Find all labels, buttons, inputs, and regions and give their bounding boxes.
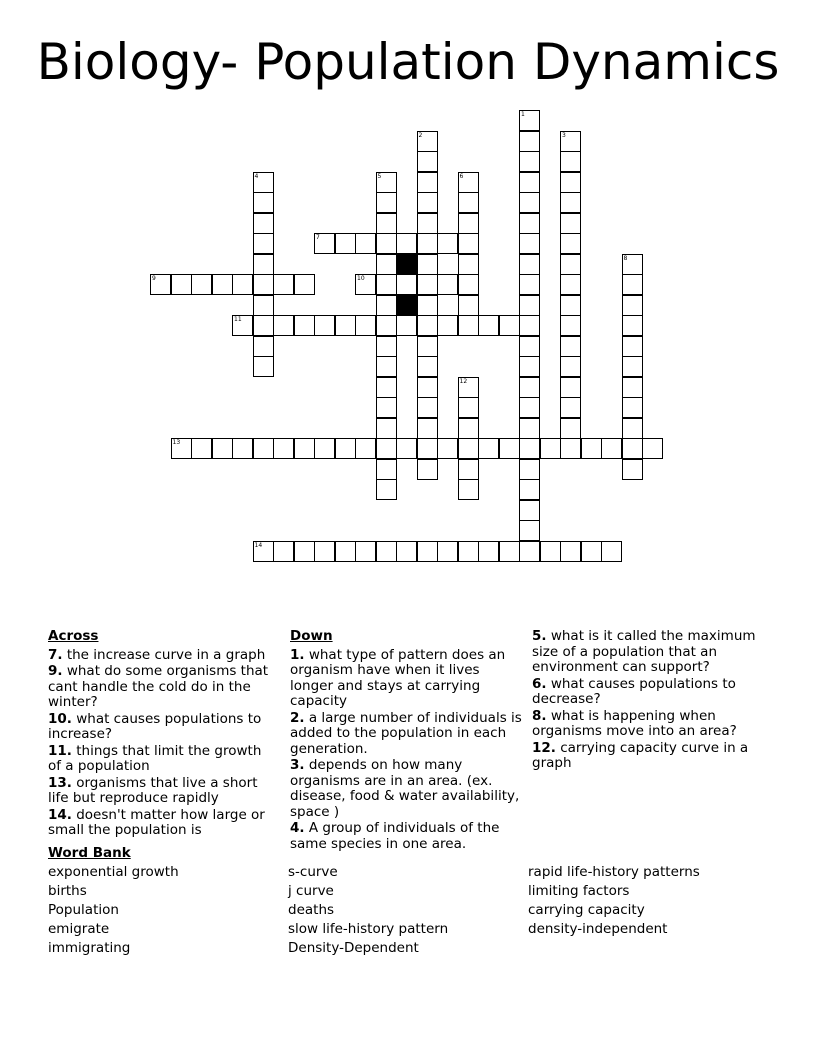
grid-cell[interactable] — [622, 295, 643, 316]
clue-text: organisms that live a short life but reproduce rapidly — [48, 774, 258, 806]
grid-cell[interactable] — [519, 192, 540, 213]
grid-cell[interactable] — [560, 418, 581, 439]
grid-cell[interactable] — [622, 418, 643, 439]
grid-cell[interactable] — [437, 541, 458, 562]
word-bank-item: Density-Dependent — [288, 940, 419, 956]
grid-cell[interactable] — [437, 233, 458, 254]
grid-cell[interactable] — [417, 192, 438, 213]
grid-cell[interactable] — [376, 377, 397, 398]
grid-cell[interactable] — [376, 192, 397, 213]
clue-item — [48, 808, 276, 839]
grid-cell[interactable] — [560, 336, 581, 357]
word-bank-item: density-independent — [528, 921, 668, 937]
clue-number-label: 6. — [532, 675, 547, 692]
grid-cell[interactable] — [355, 438, 376, 459]
grid-cell[interactable] — [519, 233, 540, 254]
grid-cell[interactable] — [376, 295, 397, 316]
grid-cell[interactable] — [314, 541, 335, 562]
clue-number: 3 — [562, 131, 566, 139]
across-clues — [48, 629, 276, 840]
clue-number-label: 9. — [48, 663, 63, 679]
clue-item — [48, 744, 276, 775]
grid-cell[interactable] — [273, 274, 294, 295]
grid-cell[interactable] — [581, 438, 602, 459]
clue-text: what causes populations to increase? — [48, 710, 262, 742]
black-cell — [396, 254, 417, 275]
clue-item — [532, 629, 768, 676]
grid-cell[interactable] — [253, 336, 274, 357]
clue-number-label: 5. — [532, 628, 547, 644]
grid-cell[interactable] — [458, 541, 479, 562]
grid-cell[interactable] — [499, 438, 520, 459]
grid-cell[interactable] — [376, 418, 397, 439]
grid-cell[interactable] — [560, 233, 581, 254]
grid-cell[interactable] — [458, 254, 479, 275]
word-bank-item: slow life-history pattern — [288, 921, 449, 937]
grid-cell[interactable] — [294, 541, 315, 562]
grid-cell[interactable] — [376, 397, 397, 418]
grid-cell[interactable] — [417, 377, 438, 398]
grid-cell[interactable] — [417, 233, 438, 254]
clue-number-label: 8. — [532, 707, 547, 724]
clue-text: the increase curve in a graph — [66, 646, 266, 663]
word-bank-column-1 — [48, 864, 179, 959]
grid-cell[interactable] — [560, 438, 581, 459]
grid-cell[interactable] — [396, 233, 417, 254]
grid-cell[interactable] — [560, 192, 581, 213]
grid-cell[interactable] — [499, 541, 520, 562]
grid-cell[interactable] — [519, 438, 540, 459]
down-clues-continued — [532, 629, 768, 773]
grid-cell[interactable] — [212, 438, 233, 459]
clue-text: carrying capacity curve in a graph — [532, 739, 749, 771]
grid-cell[interactable] — [519, 377, 540, 398]
clue-number-label: 14. — [48, 806, 72, 823]
word-bank-item: deaths — [288, 902, 335, 918]
grid-cell[interactable] — [560, 131, 581, 152]
word-bank-item: rapid life-history patterns — [528, 864, 700, 880]
grid-cell[interactable] — [437, 438, 458, 459]
grid-cell[interactable] — [478, 315, 499, 336]
grid-cell[interactable] — [417, 315, 438, 336]
word-bank-item: j curve — [288, 883, 334, 899]
grid-cell[interactable] — [417, 336, 438, 357]
grid-cell[interactable] — [458, 213, 479, 234]
grid-cell[interactable] — [253, 274, 274, 295]
grid-cell[interactable] — [355, 233, 376, 254]
grid-cell[interactable] — [458, 479, 479, 500]
grid-cell[interactable] — [376, 356, 397, 377]
grid-cell[interactable] — [560, 274, 581, 295]
grid-cell[interactable] — [478, 541, 499, 562]
grid-cell[interactable] — [560, 377, 581, 398]
clue-text: what causes populations to decrease? — [532, 675, 736, 707]
grid-cell[interactable] — [458, 315, 479, 336]
down-clues — [290, 629, 526, 853]
clue-text: a large number of individuals is added to the population in each generation. — [290, 709, 522, 757]
grid-cell[interactable] — [437, 315, 458, 336]
grid-cell[interactable] — [458, 172, 479, 193]
grid-cell[interactable] — [294, 315, 315, 336]
grid-cell[interactable] — [376, 254, 397, 275]
grid-cell[interactable] — [335, 541, 356, 562]
grid-cell[interactable] — [314, 438, 335, 459]
clue-item — [290, 758, 526, 820]
clue-text: what do some organisms that cant handle the cold do in the winter? — [48, 663, 269, 710]
grid-cell[interactable] — [376, 541, 397, 562]
clue-number: 8 — [623, 254, 628, 262]
grid-cell[interactable] — [417, 397, 438, 418]
clue-number: 5 — [377, 172, 382, 180]
grid-cell[interactable] — [232, 274, 253, 295]
grid-cell[interactable] — [519, 479, 540, 500]
clue-item — [290, 821, 526, 852]
grid-cell[interactable] — [560, 397, 581, 418]
grid-cell[interactable] — [273, 315, 294, 336]
grid-cell[interactable] — [232, 315, 253, 336]
grid-cell[interactable] — [519, 315, 540, 336]
clue-number: 2 — [418, 131, 423, 139]
grid-cell[interactable] — [560, 541, 581, 562]
grid-cell[interactable] — [622, 336, 643, 357]
grid-cell[interactable] — [458, 459, 479, 480]
grid-cell[interactable] — [253, 192, 274, 213]
word-bank-item: carrying capacity — [528, 902, 645, 918]
grid-cell[interactable] — [560, 254, 581, 275]
clue-number: 10 — [357, 275, 365, 282]
clue-text: things that limit the growth of a population — [48, 742, 262, 774]
word-bank-item: Population — [48, 902, 119, 918]
grid-cell[interactable] — [417, 131, 438, 152]
grid-cell[interactable] — [417, 151, 438, 172]
clue-text: doesn't matter how large or small the population is — [48, 806, 265, 838]
grid-cell[interactable] — [335, 438, 356, 459]
grid-cell[interactable] — [396, 438, 417, 459]
grid-cell[interactable] — [355, 315, 376, 336]
grid-cell[interactable] — [376, 172, 397, 193]
page-title: Biology- Population Dynamics — [36, 33, 780, 91]
grid-cell[interactable] — [376, 459, 397, 480]
grid-cell[interactable] — [417, 541, 438, 562]
word-bank-item: limiting factors — [528, 883, 630, 899]
grid-cell[interactable] — [253, 233, 274, 254]
clue-item — [290, 711, 526, 758]
grid-cell[interactable] — [417, 418, 438, 439]
grid-cell[interactable] — [396, 541, 417, 562]
grid-cell[interactable] — [191, 274, 212, 295]
grid-cell[interactable] — [458, 274, 479, 295]
grid-cell[interactable] — [417, 213, 438, 234]
clue-number-label: 10. — [48, 710, 72, 727]
grid-cell[interactable] — [560, 151, 581, 172]
grid-cell[interactable] — [417, 459, 438, 480]
grid-cell[interactable] — [519, 397, 540, 418]
grid-cell[interactable] — [519, 254, 540, 275]
grid-cell[interactable] — [519, 459, 540, 480]
grid-cell[interactable] — [458, 192, 479, 213]
grid-cell[interactable] — [560, 356, 581, 377]
grid-cell[interactable] — [396, 315, 417, 336]
grid-cell[interactable] — [171, 438, 192, 459]
clue-number: 4 — [254, 172, 259, 180]
grid-cell[interactable] — [417, 172, 438, 193]
grid-cell[interactable] — [560, 315, 581, 336]
grid-cell[interactable] — [458, 233, 479, 254]
clue-number-label: 11. — [48, 742, 72, 759]
grid-cell[interactable] — [458, 438, 479, 459]
grid-cell[interactable] — [212, 274, 233, 295]
grid-cell[interactable] — [519, 356, 540, 377]
grid-cell[interactable] — [581, 541, 602, 562]
grid-cell[interactable] — [458, 418, 479, 439]
word-bank-heading: Word Bank — [48, 845, 131, 861]
grid-cell[interactable] — [560, 213, 581, 234]
grid-cell[interactable] — [601, 438, 622, 459]
word-bank-item: s-curve — [288, 864, 338, 880]
grid-cell[interactable] — [622, 274, 643, 295]
clue-number: 7 — [316, 234, 320, 241]
grid-cell[interactable] — [519, 336, 540, 357]
clue-number-label: 13. — [48, 774, 72, 791]
grid-cell[interactable] — [376, 336, 397, 357]
grid-cell[interactable] — [294, 274, 315, 295]
word-bank-column-2 — [288, 864, 448, 959]
grid-cell[interactable] — [335, 315, 356, 336]
clue-item — [48, 648, 276, 664]
grid-cell[interactable] — [171, 274, 192, 295]
grid-cell[interactable] — [519, 131, 540, 152]
grid-cell[interactable] — [253, 254, 274, 275]
grid-cell[interactable] — [376, 315, 397, 336]
clue-item — [290, 648, 526, 710]
grid-cell[interactable] — [376, 479, 397, 500]
grid-cell[interactable] — [253, 541, 274, 562]
grid-cell[interactable] — [560, 172, 581, 193]
grid-cell[interactable] — [191, 438, 212, 459]
grid-cell[interactable] — [376, 438, 397, 459]
grid-cell[interactable] — [417, 438, 438, 459]
clue-text: what is it called the maximum size of a population that an environment can support? — [532, 628, 756, 675]
clue-number: 12 — [459, 377, 468, 385]
grid-cell[interactable] — [355, 541, 376, 562]
clue-number-label: 3. — [290, 757, 305, 773]
clue-number-label: 7. — [48, 646, 63, 663]
grid-cell[interactable] — [519, 541, 540, 562]
grid-cell[interactable] — [314, 233, 335, 254]
grid-cell[interactable] — [314, 315, 335, 336]
grid-cell[interactable] — [253, 213, 274, 234]
clue-item — [48, 776, 276, 807]
clue-number-label: 12. — [532, 739, 556, 756]
grid-cell[interactable] — [458, 295, 479, 316]
grid-cell[interactable] — [355, 274, 376, 295]
clue-text: depends on how many organisms are in an area. (ex. disease, food & water availability, space ) — [290, 757, 520, 820]
grid-cell[interactable] — [458, 397, 479, 418]
grid-cell[interactable] — [622, 254, 643, 275]
grid-cell[interactable] — [273, 438, 294, 459]
grid-cell[interactable] — [519, 520, 540, 541]
clue-text: A group of individuals of the same species in one area. — [290, 820, 500, 852]
grid-cell[interactable] — [622, 315, 643, 336]
grid-cell[interactable] — [519, 500, 540, 521]
grid-cell[interactable] — [642, 438, 663, 459]
word-bank-item: exponential growth — [48, 864, 179, 880]
grid-cell[interactable] — [376, 274, 397, 295]
grid-cell[interactable] — [478, 438, 499, 459]
grid-cell[interactable] — [622, 397, 643, 418]
word-bank-item: immigrating — [48, 940, 131, 956]
black-cell — [396, 295, 417, 316]
grid-cell[interactable] — [458, 377, 479, 398]
grid-cell[interactable] — [253, 295, 274, 316]
grid-cell[interactable] — [622, 459, 643, 480]
grid-cell[interactable] — [294, 438, 315, 459]
word-bank-item: emigrate — [48, 921, 110, 937]
down-heading: Down — [290, 628, 333, 644]
grid-cell[interactable] — [376, 233, 397, 254]
across-heading: Across — [48, 628, 99, 644]
clue-text: what is happening when organisms move into an area? — [532, 707, 737, 739]
clue-item — [532, 677, 768, 708]
clue-number: 1 — [521, 111, 525, 118]
clue-item — [48, 664, 276, 711]
grid-cell[interactable] — [519, 110, 540, 131]
grid-cell[interactable] — [253, 315, 274, 336]
grid-cell[interactable] — [417, 295, 438, 316]
clue-number-label: 4. — [290, 820, 305, 836]
grid-cell[interactable] — [417, 356, 438, 377]
clue-number-label: 1. — [290, 646, 305, 663]
grid-cell[interactable] — [335, 233, 356, 254]
grid-cell[interactable] — [396, 274, 417, 295]
grid-cell[interactable] — [253, 438, 274, 459]
clue-item — [48, 712, 276, 743]
grid-cell[interactable] — [519, 418, 540, 439]
grid-cell[interactable] — [519, 274, 540, 295]
grid-cell[interactable] — [376, 213, 397, 234]
grid-cell[interactable] — [540, 438, 561, 459]
grid-cell[interactable] — [232, 438, 253, 459]
grid-cell[interactable] — [437, 274, 458, 295]
grid-cell[interactable] — [519, 172, 540, 193]
clue-number: 11 — [234, 316, 242, 323]
grid-cell[interactable] — [622, 356, 643, 377]
clue-item — [532, 741, 768, 772]
grid-cell[interactable] — [560, 295, 581, 316]
clue-number: 9 — [152, 275, 156, 282]
grid-cell[interactable] — [273, 541, 294, 562]
grid-cell[interactable] — [417, 274, 438, 295]
grid-cell[interactable] — [519, 151, 540, 172]
clue-number-label: 2. — [290, 709, 305, 726]
grid-cell[interactable] — [253, 356, 274, 377]
grid-cell[interactable] — [622, 438, 643, 459]
grid-cell[interactable] — [540, 541, 561, 562]
grid-cell[interactable] — [150, 274, 171, 295]
grid-cell[interactable] — [622, 377, 643, 398]
word-bank-item: births — [48, 883, 87, 899]
grid-cell[interactable] — [417, 254, 438, 275]
clue-item — [532, 709, 768, 740]
clue-number: 6 — [459, 172, 464, 180]
grid-cell[interactable] — [253, 172, 274, 193]
word-bank-column-3 — [528, 864, 700, 940]
grid-cell[interactable] — [519, 213, 540, 234]
clue-text: what type of pattern does an organism have when it lives longer and stays at carrying capacity — [290, 646, 506, 709]
clue-number: 14 — [254, 541, 263, 549]
grid-cell[interactable] — [601, 541, 622, 562]
clue-number: 13 — [172, 439, 181, 446]
grid-cell[interactable] — [519, 295, 540, 316]
grid-cell[interactable] — [499, 315, 520, 336]
